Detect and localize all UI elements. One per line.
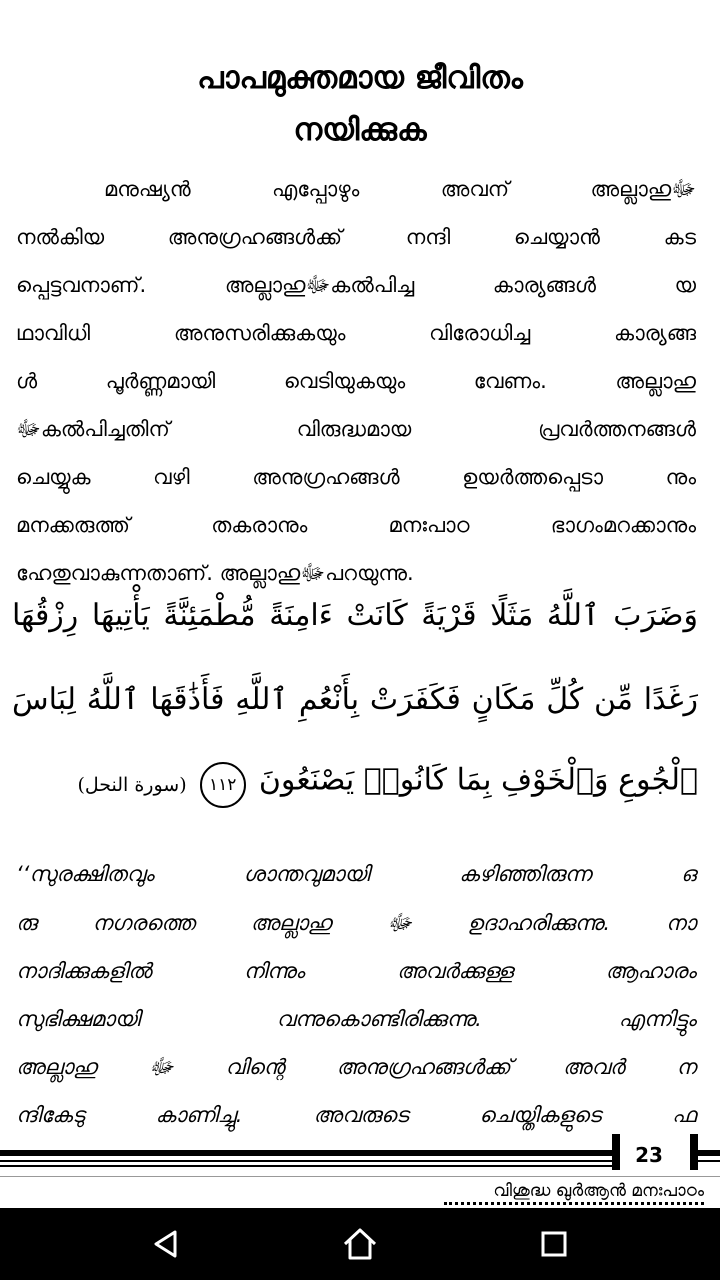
- honorific-symbol: ﷻ: [305, 273, 331, 298]
- paragraph-line: ഥാവിധി അനുസരിക്കുകയും വിരോധിച്ച കാര്യങ്ങ: [16, 321, 696, 345]
- footer-rule-thin: [0, 1160, 616, 1162]
- page-number: 23: [635, 1143, 663, 1167]
- footer-rule-thin: [0, 1165, 616, 1167]
- paragraph-line: ഹേതുവാകുന്നതാണ്. അല്ലാഹുﷻപറയുന്നു.: [16, 561, 414, 586]
- honorific-symbol: ﷻ: [671, 177, 696, 202]
- footer-rule-thin: [698, 1160, 720, 1162]
- translation-line: സുഭിക്ഷമായി വന്നുകൊണ്ടിരിക്കുന്നു. എന്നിട്ടും: [16, 1007, 696, 1031]
- home-button[interactable]: [310, 1208, 410, 1280]
- paragraph-line: മനുഷ്യൻ എപ്പോഴും അവന് അല്ലാഹുﷻ: [104, 177, 696, 202]
- translation-line: അല്ലാഹു ﷻ വിന്റെ അനുഗ്രഹങ്ങൾക്ക് അവർ ന: [16, 1055, 696, 1080]
- footer-rule-thick: [0, 1150, 616, 1156]
- honorific-symbol: ﷻ: [300, 561, 326, 586]
- arabic-verse-line: رَغَدًا مِّن كُلِّ مَكَانٍ فَكَفَرَتْ بِأَنْعُمِ ٱللَّهِ فَأَذَٰقَهَا ٱللَّهُ لِبَاسَ: [12, 682, 698, 717]
- ayah-number-marker: ١١٢: [200, 762, 246, 808]
- paragraph-line: പ്പെട്ടവനാണ്. അല്ലാഹുﷻകൽപിച്ച കാര്യങ്ങൾ യ: [16, 273, 696, 298]
- translation-line: രു നഗരത്തെ അല്ലാഹു ﷻ ഉദാഹരിക്കുന്നു. നാ: [16, 911, 696, 936]
- paragraph-line: നൽകിയ അനുഗ്രഹങ്ങൾക്ക് നന്ദി ചെയ്യാൻ കട: [16, 225, 696, 249]
- translation-line: ന്ദികേടു കാണിച്ചു. അവരുടെ ചെയ്തികളുടെ ഫ: [16, 1103, 696, 1127]
- navigation-bar: [0, 1208, 720, 1280]
- footer-book-title: വിശുദ്ധ ഖുർആൻ മനഃപാഠം: [493, 1181, 704, 1201]
- paragraph-line: ﷻകൽപിച്ചതിന് വിരുദ്ധമായ പ്രവർത്തനങ്ങൾ: [16, 417, 696, 442]
- paragraph-line: മനക്കരുത്ത് തകരാനും മനഃപാഠ ഭാഗംമറക്കാനും: [16, 513, 696, 537]
- recents-button[interactable]: [504, 1208, 604, 1280]
- honorific-symbol: ﷻ: [16, 417, 41, 442]
- page-number-bracket-left: [612, 1134, 620, 1170]
- honorific-symbol: ﷻ: [387, 911, 412, 936]
- next-line-clipped: [444, 1198, 704, 1208]
- recents-square-icon: [540, 1230, 568, 1258]
- honorific-symbol: ﷻ: [148, 1055, 174, 1080]
- arabic-verse-line: وَضَرَبَ ٱللَّهُ مَثَلًا قَرْيَةً كَانَتْ ءَامِنَةً مُّطْمَئِنَّةً يَأْتِيهَا رِزْقُهَا: [12, 598, 698, 633]
- paragraph-line: ചെയ്യുക വഴി അനുഗ്രഹങ്ങൾ ഉയർത്തപ്പെടാ നും: [16, 465, 696, 489]
- footer-rule-thick: [698, 1150, 720, 1156]
- translation-line: ‘‘സുരക്ഷിതവും ശാന്തവുമായി കഴിഞ്ഞിരുന്ന ഒ: [16, 862, 696, 886]
- page-number-bracket-right: [690, 1134, 698, 1170]
- translation-line: നാദിക്കുകളിൽ നിന്നും അവർക്കുള്ള ആഹാരം: [16, 959, 696, 983]
- footer-divider: [0, 1176, 720, 1177]
- back-button[interactable]: [116, 1208, 216, 1280]
- home-icon: [342, 1227, 378, 1261]
- paragraph-line: ൾ പൂർണ്ണമായി വെടിയുകയും വേണം. അല്ലാഹു: [16, 369, 696, 393]
- page-title-line-2: നയിക്കുക: [293, 112, 427, 148]
- back-triangle-icon: [151, 1229, 181, 1259]
- arabic-verse-line: ٱلْجُوعِ وَٱلْخَوْفِ بِمَا كَانُوا۟ يَصْنَعُونَ ١١٢ (سورة النحل): [12, 762, 698, 850]
- page-title-line-1: പാപമുക്തമായ ജീവിതം: [197, 60, 523, 96]
- surah-name: (سورة النحل): [77, 774, 187, 796]
